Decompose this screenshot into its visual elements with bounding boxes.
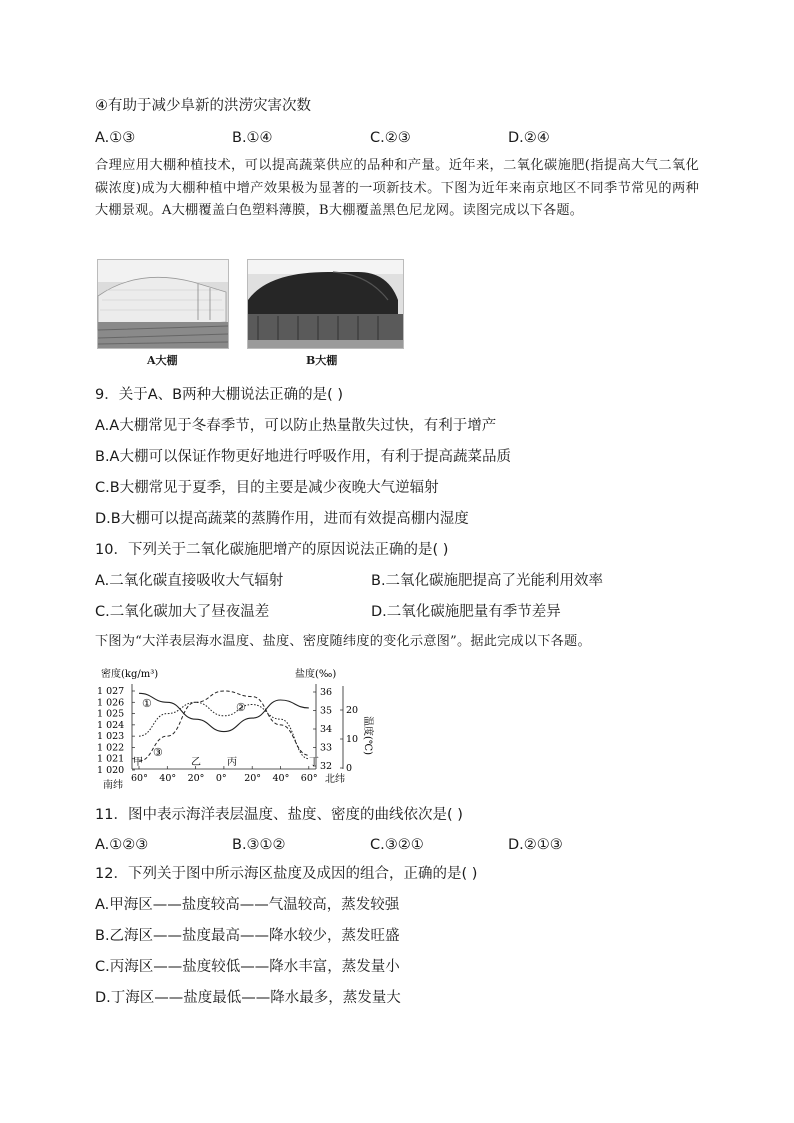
x-tick-label: 60° [300,773,318,784]
q12-option-a: A.甲海区——盐度较高——气温较高，蒸发较强 [95,897,400,913]
q10-option-c: C.二氧化碳加大了昼夜温差 [95,604,270,620]
series-line-2 [139,702,309,758]
x-tick-label: 20° [187,773,205,784]
q9-option-a: A.A大棚常见于冬春季节，可以防止热量散失过快，有利于增产 [95,418,497,434]
q9-stem: 9．关于A、B两种大棚说法正确的是( ) [95,387,344,403]
q8-option-d: D.②④ [508,130,550,146]
q10-option-b: B.二氧化碳施肥提高了光能利用效率 [371,573,604,589]
zone-label-yi: 乙 [191,757,201,768]
x-tick-label: 40° [272,773,290,784]
salinity-tick-label: 35 [320,705,333,717]
density-tick-label: 1 020 [97,765,125,776]
salinity-tick-label: 36 [320,687,333,698]
curve-label-2: ② [236,701,246,714]
passage-ocean-figure: 下图为“大洋表层海水温度、盐度、密度随纬度的变化示意图”。据此完成以下各题。 [95,634,591,649]
q11-option-c: C.③②① [370,837,424,853]
south-latitude-label: 南纬 [103,780,123,791]
density-tick-label: 1 024 [97,719,125,731]
q11-option-d: D.②①③ [508,837,563,853]
density-tick-label: 1 027 [97,686,125,697]
zone-label-jia: 甲 [133,757,143,768]
temperature-tick-label: 10 [346,734,359,745]
greenhouse-a-photo [97,259,229,349]
density-tick-label: 1 022 [97,742,125,754]
zone-label-ding: 丁 [309,757,319,768]
q10-stem: 10．下列关于二氧化碳施肥增产的原因说法正确的是( ) [95,542,449,558]
salinity-tick-label: 34 [320,724,333,735]
temperature-axis-label: 温度(℃) [362,716,373,755]
north-latitude-label: 北纬 [325,774,345,785]
x-tick-label: 60° [131,773,148,784]
x-tick-label: 40° [159,773,177,784]
x-tick-label: 0° [215,773,227,784]
q8-option-b: B.①④ [232,130,273,146]
q11-option-b: B.③①② [232,837,286,853]
q9-option-c: C.B大棚常见于夏季，目的主要是减少夜晚大气逆辐射 [95,480,439,496]
temperature-tick-label: 20 [346,705,359,716]
q9-option-b: B.A大棚可以保证作物更好地进行呼吸作用，有利于提高蔬菜品质 [95,449,511,465]
temperature-tick-label: 0 [346,763,353,774]
greenhouse-b-caption: B大棚 [306,354,338,367]
q12-stem: 12．下列关于图中所示海区盐度及成因的组合，正确的是( ) [95,866,478,882]
salinity-tick-label: 33 [320,742,333,754]
zone-label-bing: 丙 [227,757,237,768]
q12-option-d: D.丁海区——盐度最低——降水最多，蒸发量大 [95,990,401,1006]
density-tick-label: 1 026 [97,697,125,709]
q9-option-d: D.B大棚可以提高蔬菜的蒸腾作用，进而有效提高棚内湿度 [95,511,469,527]
density-tick-label: 1 025 [97,708,125,720]
density-axis-label: 密度(kg/m³) [101,669,159,680]
x-tick-label: 20° [244,773,262,784]
q10-option-d: D.二氧化碳施肥量有季节差异 [371,604,561,620]
q8-option-a: A.①③ [95,130,136,146]
q12-option-b: B.乙海区——盐度最高——降水较少，蒸发旺盛 [95,928,400,944]
salinity-axis-label: 盐度(‰) [295,669,337,680]
q8-option-c: C.②③ [370,130,411,146]
q12-option-c: C.丙海区——盐度较低——降水丰富，蒸发量小 [95,959,400,975]
passage-greenhouse: 合理应用大棚种植技术，可以提高蔬菜供应的品种和产量。近年来，二氧化碳施肥(指提高大气二氧化碳浓度)成为大棚种植中增产效果极为显著的一项新技术。下图为近年来南京地区不同季节常见的两种大棚景观。A大棚覆盖白色塑料薄膜，B大棚覆盖黑色尼龙网。读图完成以下各题。 [95,158,699,218]
ocean-properties-figure [95,664,373,792]
salinity-tick-label: 32 [320,761,333,772]
curve-label-3: ③ [153,746,163,759]
q10-option-a: A.二氧化碳直接吸收大气辐射 [95,573,284,589]
curve-label-1: ① [142,697,152,710]
greenhouse-a-caption: A大棚 [147,354,178,367]
q11-stem: 11．图中表示海洋表层温度、盐度、密度的曲线依次是( ) [95,807,463,823]
greenhouse-b-photo [247,259,404,349]
q8-item-4: ④有助于减少阜新的洪涝灾害次数 [95,98,311,114]
density-tick-label: 1 021 [97,753,125,765]
q11-option-a: A.①②③ [95,837,149,853]
density-tick-label: 1 023 [97,731,125,743]
series-line-3 [139,691,309,761]
